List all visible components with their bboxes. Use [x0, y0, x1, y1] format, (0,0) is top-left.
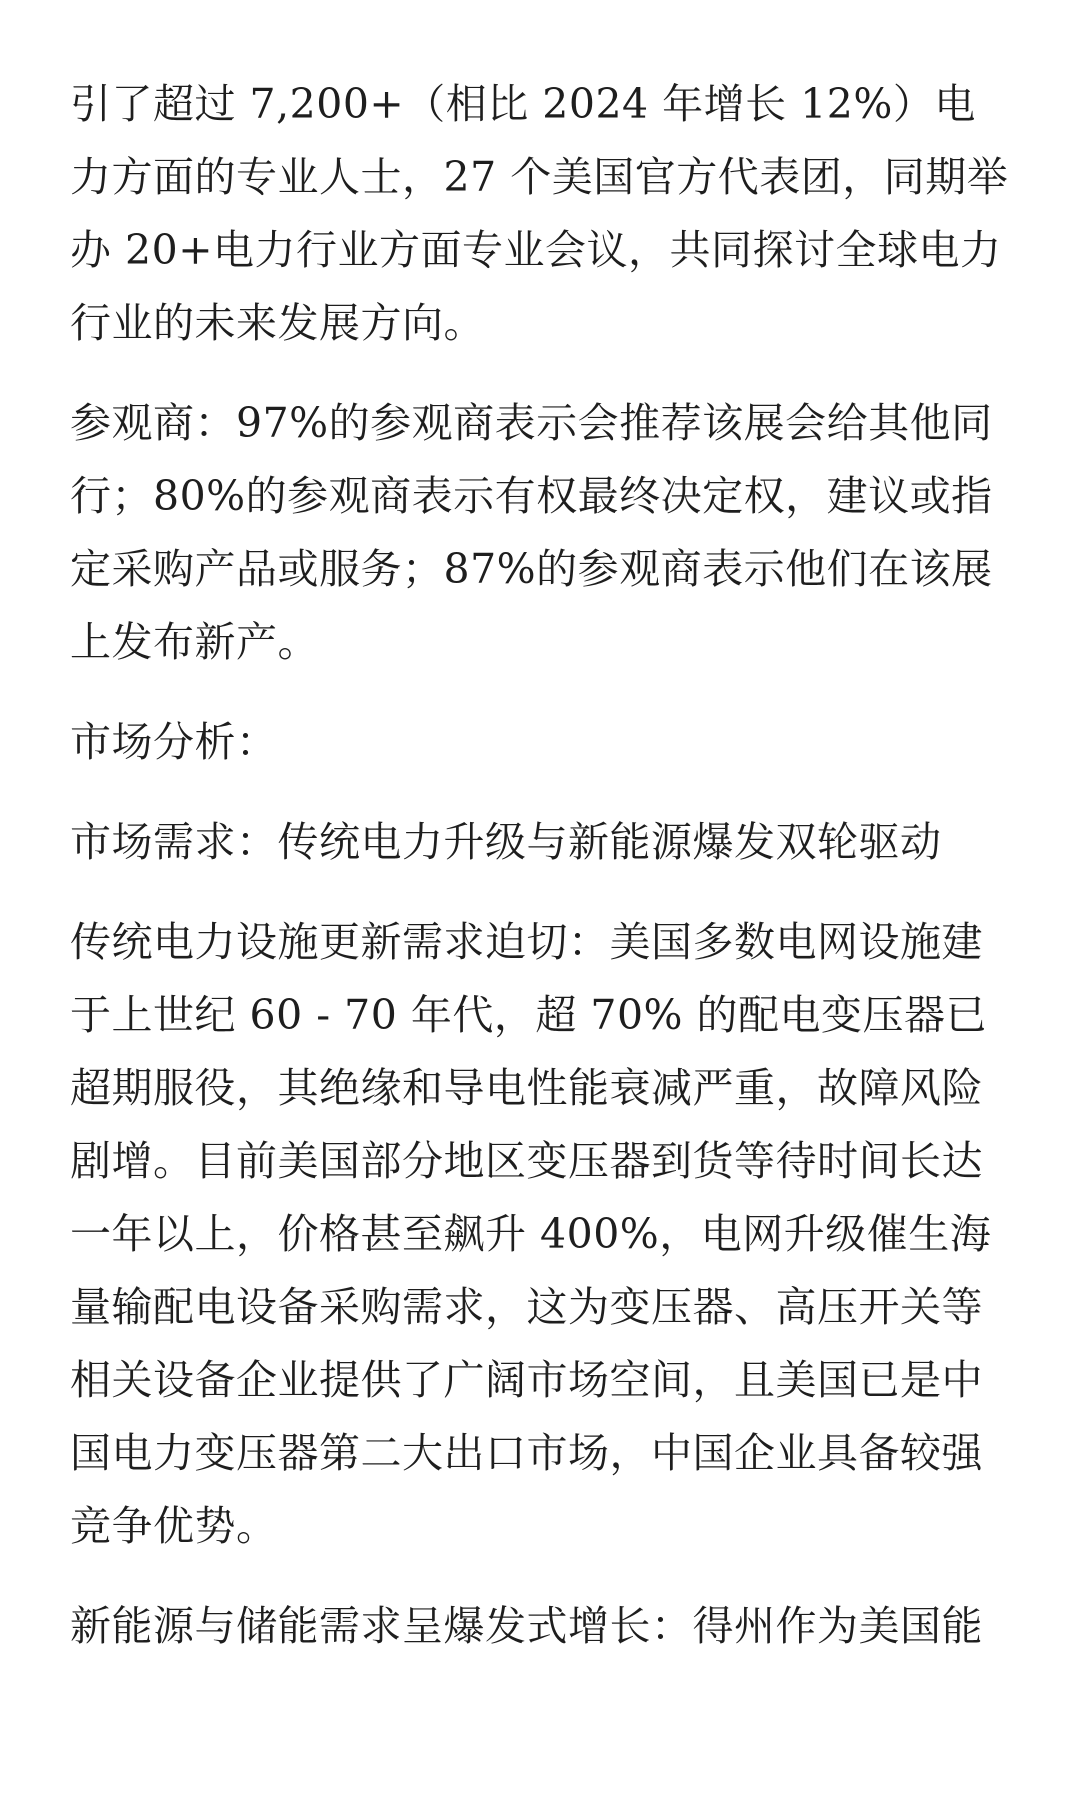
paragraph-grid-upgrade: 传统电力设施更新需求迫切：美国多数电网设施建于上世纪 60 - 70 年代，超 70% 的配电变压器已超期服役，其绝缘和导电性能衰减严重，故障风险剧增。目前美国部分地区变压器到货等待时间长达一年以上，价格甚至飙升 400%，电网升级催生海量输配电设备采购需求，这为变压器、高压开关等相关设备企业提供了广阔市场空间，且美国已是中国电力变压器第二大出口市场，中国企业具备较强竞争优势。: [70, 918, 992, 1550]
paragraph-attendance: 引了超过 7,200+（相比 2024 年增长 12%）电力方面的专业人士，27 个美国官方代表团，同期举办 20+电力行业方面专业会议，共同探讨全球电力行业的未来发展方向。: [70, 80, 1009, 347]
paragraph-visitors: 参观商：97%的参观商表示会推荐该展会给其他同行；80%的参观商表示有权最终决定权，建议或指定采购产品或服务；87%的参观商表示他们在该展上发布新产。: [70, 399, 993, 666]
paragraph-market-analysis-heading: 市场分析：: [70, 718, 278, 766]
paragraph-market-demand: 市场需求：传统电力升级与新能源爆发双轮驱动: [70, 818, 942, 866]
paragraph-new-energy: 新能源与储能需求呈爆发式增长：得州作为美国能: [70, 1602, 983, 1650]
article-body: [70, 68, 1010, 1690]
